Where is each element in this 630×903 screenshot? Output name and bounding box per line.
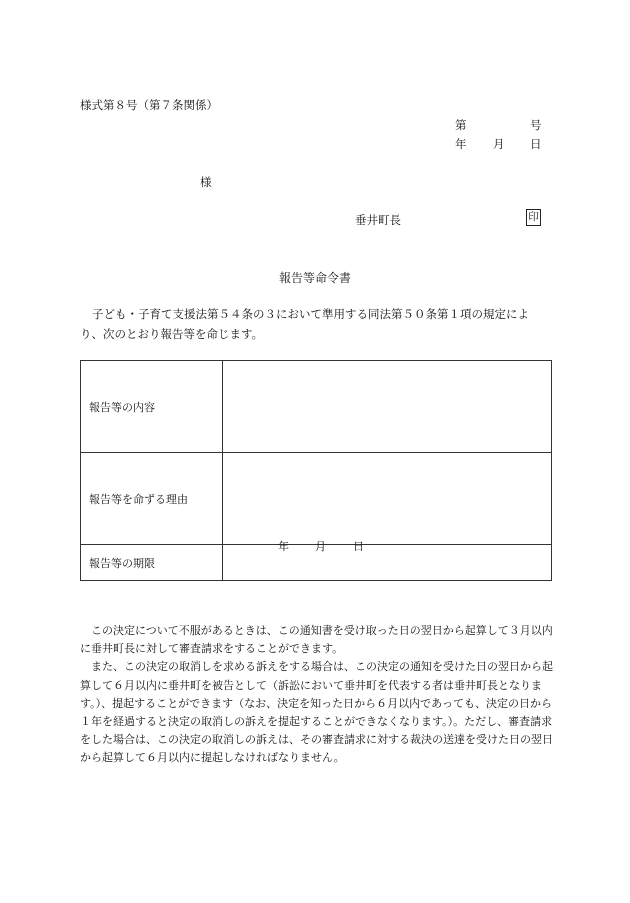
table-row: [81, 453, 552, 545]
deadline-field: [223, 540, 552, 581]
notice-paragraph: この決定について不服があるときは、この通知書を受け取った日の翌日から起算して３月以内に垂井町長に対して審査請求をすることができます。: [80, 624, 553, 656]
issuer-name: 垂井町長: [355, 213, 401, 227]
deadline-label: 報告等の期限: [81, 545, 223, 581]
deadline-date: [231, 540, 551, 580]
order-table: [80, 360, 552, 581]
table-row: [81, 545, 552, 581]
table-row: [81, 361, 552, 453]
appeal-notice: [80, 622, 553, 768]
issue-date-month: 月: [493, 137, 505, 151]
addressee: 様: [200, 175, 212, 189]
reason-field: [223, 453, 552, 545]
issue-date-day: 日: [530, 137, 542, 151]
content-label: 報告等の内容: [81, 361, 223, 453]
document-number-prefix: 第: [455, 118, 467, 132]
intro-text: 子ども・子育て支援法第５４条の３において準用する同法第５０条第１項の規定により、次のとおり報告等を命じます。: [80, 307, 529, 341]
deadline-day: 日: [353, 540, 364, 553]
seal-mark: 印: [526, 209, 541, 226]
document-title: 報告等命令書: [278, 271, 351, 285]
deadline-year: 年: [278, 540, 289, 553]
content-field: [223, 361, 552, 453]
reason-label: 報告等を命ずる理由: [81, 453, 223, 545]
document-number-suffix: 号: [530, 118, 542, 132]
form-number: 様式第８号（第７条関係）: [80, 98, 218, 112]
notice-paragraph: また、この決定の取消しを求める訴えをする場合は、この決定の通知を受けた日の翌日から起算して６月以内に垂井町を被告として（訴訟において垂井町を代表する者は垂井町長となります。）、提起することができます（なお、決定を知った日から６月以内であっても、決定の日から１年を経過すると決定の取消しの訴えを提起することができなくなります。）。ただし、審査請求をした場合は、この決定の取消しの訴えは、その審査請求に対する裁決の送達を受けた日の翌日から起算して６月以内に提起しなければなりません。: [80, 660, 553, 765]
issue-date-year: 年: [455, 137, 467, 151]
deadline-month: 月: [315, 540, 326, 553]
